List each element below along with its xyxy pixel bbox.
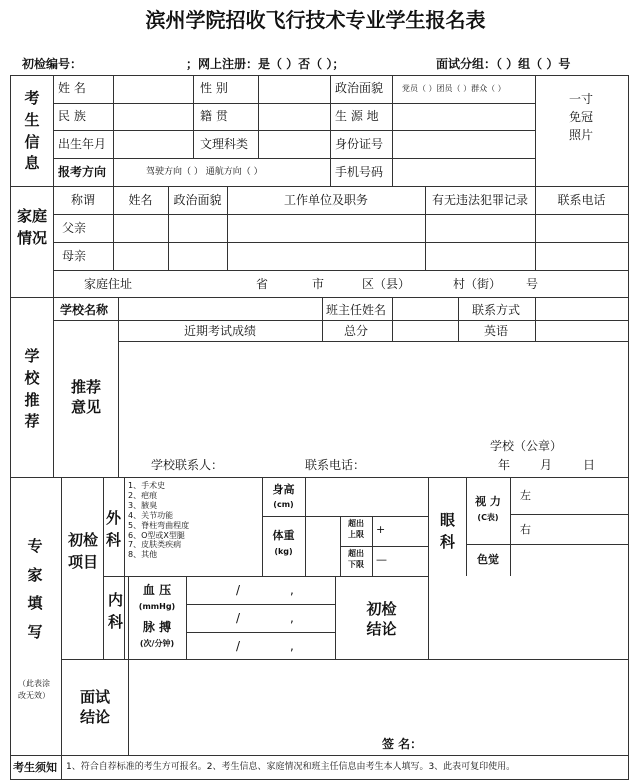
direction-options: 驾驶方向（ ） 通航方向（ ） <box>146 167 263 177</box>
pulse-unit: (次/分钟) <box>139 639 175 648</box>
minus-sign: — <box>376 553 387 566</box>
personal-section-label: 考生信息 <box>24 89 40 173</box>
group-label: 面试分组：（ ）组（ ）号 <box>436 57 571 71</box>
alteration-note: （此表涂 改无效） <box>18 679 50 700</box>
school-name-label: 学校名称 <box>60 303 109 317</box>
surgery-items-list <box>128 481 260 560</box>
mobile-label: 手机号码 <box>335 165 384 179</box>
school-phone-label: 联系电话： <box>305 458 366 472</box>
surgery-item: 1、手术史 <box>128 481 166 490</box>
under-lower-label: 超出 下限 <box>348 549 364 569</box>
address-village: 村（街） <box>453 277 502 291</box>
vision-unit: (C表) <box>477 513 499 522</box>
bp-slash-3: / <box>236 639 241 653</box>
right-eye-label: 右 <box>520 523 531 536</box>
left-eye-label: 左 <box>520 489 531 502</box>
month-label: 月 <box>540 458 553 472</box>
notice-label: 考生须知 <box>13 761 57 774</box>
surgery-label: 外科 <box>105 509 121 549</box>
birth-date-label: 出生年月 <box>58 137 107 151</box>
page-title: 滨州学院招收飞行技术专业学生报名表 <box>145 8 486 32</box>
online-reg-label: ；网上注册：是（ ）否（ ）； <box>186 57 345 71</box>
surgery-item: 6、O型或X型腿 <box>128 530 185 540</box>
over-upper-label: 超出 上限 <box>348 519 364 539</box>
family-section-label: 家庭情况 <box>16 207 47 247</box>
bp-slash-2: / <box>236 611 241 625</box>
address-province: 省 <box>256 277 269 291</box>
surgery-item: 4、关节功能 <box>128 510 174 520</box>
family-header-title: 称谓 <box>70 193 95 207</box>
bp-unit: (mmHg) <box>138 602 176 611</box>
liaison-label: 学校联系人： <box>151 458 224 472</box>
family-header-phone: 联系电话 <box>557 193 606 207</box>
head-teacher-label: 班主任姓名 <box>326 303 387 317</box>
political-options: 党员（ ）团员（ ）群众（ ） <box>402 84 506 93</box>
political-label: 政治面貌 <box>335 81 384 95</box>
bp-comma-2: , <box>290 611 294 625</box>
photo-placeholder: 一寸 免冠 照片 <box>568 92 593 142</box>
contact-label: 联系方式 <box>472 303 521 317</box>
day-label: 日 <box>583 458 596 472</box>
exam-no-label: 初检编号： <box>22 57 83 71</box>
surgery-item: 7、皮肤类疾病 <box>128 540 182 550</box>
surgery-item: 5、脊柱弯曲程度 <box>128 520 190 530</box>
signature-label: 签 名： <box>382 737 423 751</box>
direction-label: 报考方向 <box>58 165 107 179</box>
address-no: 号 <box>526 277 539 291</box>
surgery-item: 2、疤痕 <box>128 490 158 500</box>
bp-slash-1: / <box>236 583 241 597</box>
color-sense-label: 色觉 <box>477 553 499 566</box>
total-label: 总分 <box>344 324 369 338</box>
interview-conclusion-label: 面试 结论 <box>79 688 110 726</box>
birthplace-label: 生 源 地 <box>335 109 379 123</box>
track-label: 文理科类 <box>200 137 249 151</box>
bp-label: 血 压 <box>142 583 172 597</box>
notice-text: 1、符合自荐标准的考生方可报名。2、考生信息、家庭情况和班主任信息由考生本人填写。3、此表可复印使用。 <box>66 762 516 772</box>
school-section-label: 学校推荐 <box>24 347 40 431</box>
address-district: 区（县） <box>362 277 411 291</box>
internal-label: 内科 <box>107 591 123 631</box>
expert-section-label: 专家填写 <box>27 537 43 641</box>
surgery-item: 8、其他 <box>128 550 158 560</box>
weight-label: 体重 <box>272 529 295 542</box>
initial-conclusion-label: 初检 结论 <box>366 600 397 638</box>
vision-label: 视 力 <box>475 495 501 508</box>
address-label: 家庭住址 <box>84 277 133 291</box>
height-unit: (cm) <box>273 500 294 509</box>
bp-comma-3: , <box>290 639 294 653</box>
opinion-label: 推荐意见 <box>70 378 101 416</box>
pulse-label: 脉 搏 <box>142 620 172 634</box>
weight-unit: (kg) <box>274 547 293 556</box>
id-no-label: 身份证号 <box>335 137 384 151</box>
family-header-name: 姓名 <box>128 193 153 207</box>
eye-label: 眼科 <box>439 511 455 551</box>
gender-label: 性 别 <box>200 81 228 95</box>
bp-comma-1: , <box>290 583 294 597</box>
address-city: 市 <box>312 277 325 291</box>
school-seal: 学校（公章） <box>490 439 563 453</box>
recent-exam-label: 近期考试成绩 <box>184 324 257 338</box>
initial-items-label: 初检项目 <box>67 531 98 571</box>
mother-label: 母亲 <box>62 249 87 263</box>
surgery-item: 3、腋臭 <box>128 500 158 510</box>
english-label: 英语 <box>484 324 509 338</box>
family-header-record: 有无违法犯罪记录 <box>431 193 528 207</box>
family-header-political: 政治面貌 <box>173 193 222 207</box>
father-label: 父亲 <box>62 221 87 235</box>
year-label: 年 <box>498 458 511 472</box>
origin-label: 籍 贯 <box>200 109 228 123</box>
ethnicity-label: 民 族 <box>58 109 86 123</box>
name-label: 姓 名 <box>58 81 86 95</box>
plus-sign: + <box>376 523 386 536</box>
height-label: 身高 <box>272 483 295 496</box>
family-header-work: 工作单位及职务 <box>283 193 368 207</box>
